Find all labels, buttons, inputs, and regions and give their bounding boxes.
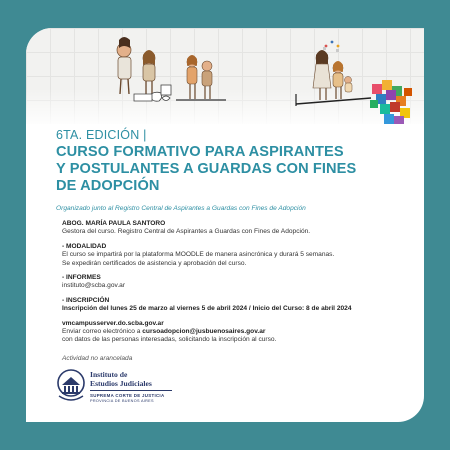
informes-email[interactable]: instituto@scba.gov.ar: [62, 282, 126, 290]
institute-logo-icon: [56, 368, 86, 402]
course-subtitle: Organizado junto al Registro Central de Aspirantes a Guardas con Fines de Adopción: [56, 205, 306, 212]
inscripcion-dates: Inscripción del lunes 25 de marzo al viernes 5 de abril 2024 / Inicio del Curso: 8 de abril 2024: [62, 305, 352, 313]
modalidad-section: [56, 243, 401, 268]
course-title: CURSO FORMATIVO PARA ASPIRANTES Y POSTULANTES A GUARDAS CON FINES DE ADOPCIÓN: [56, 144, 357, 194]
modalidad-line2: Se expedirán certificados de asistencia y aprobación del curso.: [62, 259, 247, 267]
flyer-card: [26, 28, 424, 422]
right-figures: [296, 41, 371, 106]
manager-name: ABOG. MARÍA PAULA SANTORO: [62, 220, 166, 227]
flyer-content: [56, 128, 401, 362]
enrollment-email[interactable]: cursoadopcion@jusbuenosaires.gov.ar: [142, 328, 266, 336]
free-activity-note: Actividad no arancelada: [62, 354, 133, 362]
modalidad-line1: El curso se impartirá por la plataforma MOODLE de manera asincrónica y durará 5 semanas.: [62, 251, 335, 259]
institute-logo: [56, 366, 196, 410]
left-figures: [117, 37, 171, 101]
logo-line3: SUPREMA CORTE DE JUSTICIA: [90, 393, 165, 398]
modalidad-heading: - MODALIDAD: [62, 242, 107, 250]
middle-figures: [176, 55, 226, 100]
edition-label: 6TA. EDICIÓN |: [56, 128, 147, 142]
inscripcion-heading: - INSCRIPCIÓN: [62, 296, 110, 304]
puzzle-pieces: [370, 80, 412, 124]
manager-role: Gestora del curso. Registro Central de Aspirantes a Guardas con Fines de Adopción.: [62, 228, 311, 236]
logo-line1: Instituto de: [90, 370, 128, 379]
logo-line2: Estudios Judiciales: [90, 379, 152, 388]
informes-section: [56, 274, 401, 291]
inscripcion-section: [56, 297, 401, 345]
informes-heading: - INFORMES: [62, 274, 101, 282]
send-email-line: Enviar correo electrónico a cursoadopcion@jusbuenosaires.gov.ar: [62, 328, 266, 336]
send-email-line2: con datos de las personas interesadas, solicitando la inscripción al curso.: [62, 336, 277, 344]
family-illustration: [26, 28, 424, 128]
manager-section: [56, 220, 401, 237]
logo-line4: PROVINCIA DE BUENOS AIRES: [90, 399, 154, 403]
campus-server-link[interactable]: vmcampusserver.do.scba.gov.ar: [62, 319, 164, 327]
